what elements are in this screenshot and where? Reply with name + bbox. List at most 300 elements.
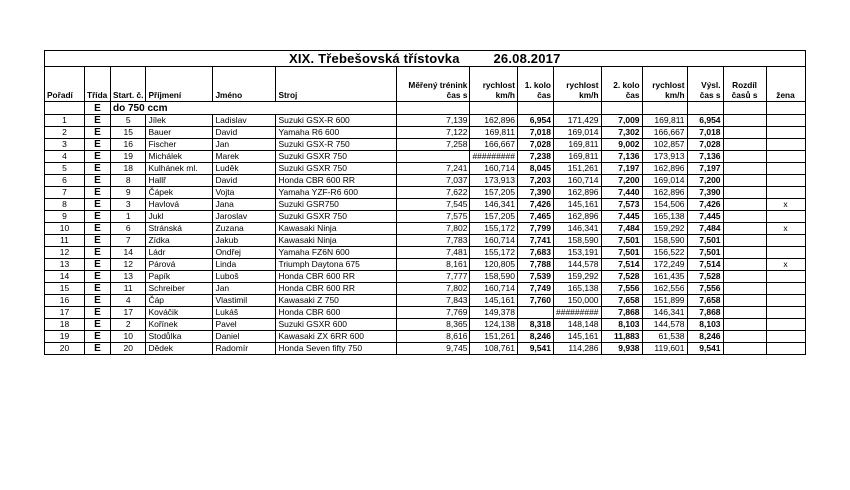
cell-poradi: 7: [45, 187, 85, 199]
cell-jmeno: Zuzana: [213, 223, 276, 235]
cell-rychlost-3: 144,578: [642, 319, 687, 331]
cell-prijmeni: Bauer: [146, 127, 213, 139]
cell-start: 14: [111, 247, 146, 259]
table-row: [45, 235, 806, 247]
cell-kolo-1: 8,246: [517, 331, 553, 343]
cell-stroj: Kawasaki Z 750: [276, 295, 397, 307]
cell-vysledny-cas: 7,028: [687, 139, 723, 151]
cell-jmeno: Jan: [213, 283, 276, 295]
cell-rychlost-3: 162,556: [642, 283, 687, 295]
cell-start: 9: [111, 187, 146, 199]
group-cell: [642, 102, 687, 115]
cell-rozdil: [723, 271, 766, 283]
cell-rychlost-3: 159,292: [642, 223, 687, 235]
cell-poradi: 12: [45, 247, 85, 259]
cell-trenink: 7,622: [397, 187, 470, 199]
cell-jmeno: Daniel: [213, 331, 276, 343]
cell-kolo-2: 9,002: [601, 139, 642, 151]
cell-rychlost-2: 159,292: [553, 271, 601, 283]
cell-zena: [766, 175, 805, 187]
cell-rychlost-3: 146,341: [642, 307, 687, 319]
event-title: XIX. Třebešovská třístovka: [288, 51, 460, 66]
cell-prijmeni: Kováčik: [146, 307, 213, 319]
cell-stroj: Honda Seven fifty 750: [276, 343, 397, 355]
cell-prijmeni: Stodůlka: [146, 331, 213, 343]
cell-rychlost-3: 151,899: [642, 295, 687, 307]
cell-trenink: 9,745: [397, 343, 470, 355]
cell-vysledny-cas: 7,197: [687, 163, 723, 175]
cell-kolo-1: 7,426: [517, 199, 553, 211]
cell-kolo-2: 7,501: [601, 247, 642, 259]
cell-trida: E: [85, 127, 111, 139]
cell-poradi: 2: [45, 127, 85, 139]
group-empty: [45, 102, 85, 115]
cell-kolo-2: 9,938: [601, 343, 642, 355]
cell-rychlost-2: 169,811: [553, 139, 601, 151]
cell-kolo-2: 7,514: [601, 259, 642, 271]
cell-trida: E: [85, 307, 111, 319]
cell-zena: x: [766, 259, 805, 271]
cell-jmeno: Radomír: [213, 343, 276, 355]
cell-zena: [766, 211, 805, 223]
cell-trida: E: [85, 319, 111, 331]
cell-rozdil: [723, 175, 766, 187]
cell-rychlost-2: 145,161: [553, 199, 601, 211]
cell-kolo-1: 7,018: [517, 127, 553, 139]
cell-kolo-2: 7,445: [601, 211, 642, 223]
cell-prijmeni: Fischer: [146, 139, 213, 151]
cell-start: 15: [111, 127, 146, 139]
cell-rychlost-1: 108,761: [470, 343, 518, 355]
cell-rychlost-2: 162,896: [553, 211, 601, 223]
table-row: [45, 307, 806, 319]
cell-trida: E: [85, 259, 111, 271]
cell-rychlost-3: 169,811: [642, 115, 687, 127]
header-prijmeni: Příjmení: [146, 67, 213, 102]
cell-vysledny-cas: 7,426: [687, 199, 723, 211]
group-cell: [766, 102, 805, 115]
cell-rozdil: [723, 187, 766, 199]
cell-rozdil: [723, 295, 766, 307]
cell-stroj: Yamaha FZ6N 600: [276, 247, 397, 259]
header-kolo-1: 1. kolo čas: [517, 67, 553, 102]
cell-rychlost-2: 165,138: [553, 283, 601, 295]
cell-trida: E: [85, 283, 111, 295]
cell-zena: [766, 319, 805, 331]
cell-rozdil: [723, 223, 766, 235]
cell-rychlost-1: 124,138: [470, 319, 518, 331]
cell-rychlost-1: 169,811: [470, 127, 518, 139]
cell-start: 12: [111, 259, 146, 271]
cell-rychlost-1: 120,805: [470, 259, 518, 271]
cell-trenink: 7,769: [397, 307, 470, 319]
cell-vysledny-cas: 7,501: [687, 247, 723, 259]
cell-rychlost-2: 153,191: [553, 247, 601, 259]
cell-trenink: 7,139: [397, 115, 470, 127]
cell-trida: E: [85, 223, 111, 235]
cell-prijmeni: Kulhánek ml.: [146, 163, 213, 175]
cell-rychlost-1: 146,341: [470, 199, 518, 211]
cell-rychlost-2: 145,161: [553, 331, 601, 343]
cell-rychlost-3: 156,522: [642, 247, 687, 259]
cell-start: 10: [111, 331, 146, 343]
event-date: 26.08.2017: [493, 51, 561, 66]
cell-kolo-2: 7,528: [601, 271, 642, 283]
cell-poradi: 6: [45, 175, 85, 187]
cell-vysledny-cas: 7,528: [687, 271, 723, 283]
cell-zena: [766, 271, 805, 283]
cell-stroj: Kawasaki ZX 6RR 600: [276, 331, 397, 343]
cell-poradi: 13: [45, 259, 85, 271]
cell-rozdil: [723, 151, 766, 163]
cell-prijmeni: Havlová: [146, 199, 213, 211]
cell-rozdil: [723, 235, 766, 247]
cell-trenink: 7,481: [397, 247, 470, 259]
cell-kolo-1: 7,028: [517, 139, 553, 151]
cell-trenink: 7,802: [397, 223, 470, 235]
cell-rozdil: [723, 163, 766, 175]
cell-jmeno: Luboš: [213, 271, 276, 283]
cell-stroj: Honda CBR 600 RR: [276, 271, 397, 283]
cell-trida: E: [85, 247, 111, 259]
cell-rozdil: [723, 115, 766, 127]
group-cell: [397, 102, 470, 115]
cell-jmeno: David: [213, 127, 276, 139]
cell-prijmeni: Párová: [146, 259, 213, 271]
cell-kolo-1: 7,741: [517, 235, 553, 247]
cell-prijmeni: Čáp: [146, 295, 213, 307]
cell-zena: [766, 283, 805, 295]
cell-rychlost-1: 173,913: [470, 175, 518, 187]
cell-vysledny-cas: 7,018: [687, 127, 723, 139]
cell-trenink: 7,575: [397, 211, 470, 223]
cell-trenink: 7,783: [397, 235, 470, 247]
cell-start: 16: [111, 139, 146, 151]
cell-start: 2: [111, 319, 146, 331]
cell-trida: E: [85, 295, 111, 307]
cell-kolo-2: 7,009: [601, 115, 642, 127]
cell-trida: E: [85, 271, 111, 283]
header-zena: žena: [766, 67, 805, 102]
cell-prijmeni: Ládr: [146, 247, 213, 259]
group-cell: [687, 102, 723, 115]
cell-jmeno: Jakub: [213, 235, 276, 247]
cell-poradi: 9: [45, 211, 85, 223]
cell-kolo-2: 7,440: [601, 187, 642, 199]
cell-trenink: 7,258: [397, 139, 470, 151]
cell-trida: E: [85, 211, 111, 223]
cell-trida: E: [85, 235, 111, 247]
table-row: [45, 295, 806, 307]
cell-start: 3: [111, 199, 146, 211]
cell-kolo-1: 7,799: [517, 223, 553, 235]
table-row: [45, 331, 806, 343]
cell-start: 7: [111, 235, 146, 247]
cell-stroj: Kawasaki Ninja: [276, 223, 397, 235]
header-trenink: Měřený trénink čas s: [397, 67, 470, 102]
cell-trenink: [397, 151, 470, 163]
cell-jmeno: Pavel: [213, 319, 276, 331]
cell-kolo-1: [517, 307, 553, 319]
cell-start: 5: [111, 115, 146, 127]
cell-vysledny-cas: 7,390: [687, 187, 723, 199]
cell-rozdil: [723, 283, 766, 295]
cell-prijmeni: Michálek: [146, 151, 213, 163]
cell-rychlost-3: 102,857: [642, 139, 687, 151]
cell-start: 17: [111, 307, 146, 319]
group-cell: [723, 102, 766, 115]
group-name: do 750 ccm: [111, 102, 397, 115]
cell-kolo-1: 7,749: [517, 283, 553, 295]
cell-start: 8: [111, 175, 146, 187]
cell-rychlost-3: 61,538: [642, 331, 687, 343]
cell-kolo-1: 7,760: [517, 295, 553, 307]
cell-poradi: 15: [45, 283, 85, 295]
cell-rychlost-2: 114,286: [553, 343, 601, 355]
cell-jmeno: Jaroslav: [213, 211, 276, 223]
cell-rychlost-1: 158,590: [470, 271, 518, 283]
cell-stroj: Honda CBR 600: [276, 307, 397, 319]
cell-start: 19: [111, 151, 146, 163]
cell-rychlost-3: 162,896: [642, 163, 687, 175]
cell-rozdil: [723, 139, 766, 151]
header-rychlost-1: rychlost km/h: [470, 67, 518, 102]
cell-zena: x: [766, 223, 805, 235]
cell-poradi: 20: [45, 343, 85, 355]
cell-rychlost-3: 173,913: [642, 151, 687, 163]
cell-stroj: Kawasaki Ninja: [276, 235, 397, 247]
cell-kolo-2: 7,302: [601, 127, 642, 139]
cell-kolo-2: 8,103: [601, 319, 642, 331]
cell-jmeno: Linda: [213, 259, 276, 271]
cell-trenink: 7,777: [397, 271, 470, 283]
cell-vysledny-cas: 8,246: [687, 331, 723, 343]
table-row: [45, 319, 806, 331]
cell-prijmeni: Stránská: [146, 223, 213, 235]
cell-stroj: Suzuki GSX-R 600: [276, 115, 397, 127]
cell-rychlost-1: 151,261: [470, 331, 518, 343]
cell-trida: E: [85, 139, 111, 151]
cell-rychlost-3: 165,138: [642, 211, 687, 223]
cell-zena: [766, 163, 805, 175]
cell-jmeno: Marek: [213, 151, 276, 163]
table-row: [45, 247, 806, 259]
header-jmeno: Jméno: [213, 67, 276, 102]
cell-trenink: 8,616: [397, 331, 470, 343]
header-row: [45, 67, 806, 102]
header-start: Start. č.: [111, 67, 146, 102]
cell-trida: E: [85, 163, 111, 175]
table-row: [45, 271, 806, 283]
cell-kolo-1: 8,318: [517, 319, 553, 331]
cell-prijmeni: Papík: [146, 271, 213, 283]
cell-kolo-2: 7,484: [601, 223, 642, 235]
cell-trenink: 7,802: [397, 283, 470, 295]
cell-stroj: Suzuki GSXR 600: [276, 319, 397, 331]
cell-zena: [766, 139, 805, 151]
cell-rychlost-1: 155,172: [470, 223, 518, 235]
cell-rozdil: [723, 211, 766, 223]
cell-vysledny-cas: 7,868: [687, 307, 723, 319]
table-row: [45, 163, 806, 175]
cell-prijmeni: Jílek: [146, 115, 213, 127]
cell-trida: E: [85, 199, 111, 211]
cell-poradi: 4: [45, 151, 85, 163]
group-cell: [470, 102, 518, 115]
cell-rozdil: [723, 319, 766, 331]
cell-jmeno: Ladislav: [213, 115, 276, 127]
cell-trenink: 8,365: [397, 319, 470, 331]
cell-trenink: 7,241: [397, 163, 470, 175]
cell-kolo-1: 7,390: [517, 187, 553, 199]
cell-rozdil: [723, 247, 766, 259]
cell-rychlost-1: 157,205: [470, 211, 518, 223]
cell-rozdil: [723, 331, 766, 343]
cell-trida: E: [85, 175, 111, 187]
cell-vysledny-cas: 7,484: [687, 223, 723, 235]
cell-trenink: 7,545: [397, 199, 470, 211]
cell-zena: [766, 247, 805, 259]
cell-rychlost-2: 160,714: [553, 175, 601, 187]
cell-vysledny-cas: 7,136: [687, 151, 723, 163]
header-trida: Třída: [85, 67, 111, 102]
table-row: [45, 343, 806, 355]
cell-rychlost-1: 160,714: [470, 235, 518, 247]
cell-poradi: 1: [45, 115, 85, 127]
cell-rychlost-3: 162,896: [642, 187, 687, 199]
cell-rychlost-3: 119,601: [642, 343, 687, 355]
cell-rozdil: [723, 199, 766, 211]
cell-prijmeni: Hallř: [146, 175, 213, 187]
cell-kolo-2: 7,136: [601, 151, 642, 163]
cell-rychlost-2: 151,261: [553, 163, 601, 175]
cell-rychlost-1: 157,205: [470, 187, 518, 199]
cell-rozdil: [723, 127, 766, 139]
table-row: [45, 199, 806, 211]
cell-zena: [766, 307, 805, 319]
cell-rychlost-2: 169,014: [553, 127, 601, 139]
cell-zena: [766, 151, 805, 163]
cell-jmeno: Luděk: [213, 163, 276, 175]
cell-start: 6: [111, 223, 146, 235]
cell-jmeno: Vlastimil: [213, 295, 276, 307]
cell-trenink: 7,843: [397, 295, 470, 307]
table-row: [45, 139, 806, 151]
cell-stroj: Honda CBR 600 RR: [276, 283, 397, 295]
cell-rozdil: [723, 307, 766, 319]
header-rozdil: Rozdíl časů s: [723, 67, 766, 102]
cell-stroj: Suzuki GSXR 750: [276, 151, 397, 163]
cell-kolo-2: 7,200: [601, 175, 642, 187]
cell-jmeno: David: [213, 175, 276, 187]
cell-kolo-2: 7,573: [601, 199, 642, 211]
cell-rychlost-1: 145,161: [470, 295, 518, 307]
cell-rychlost-1: #########: [470, 151, 518, 163]
cell-rychlost-2: 150,000: [553, 295, 601, 307]
table-row: [45, 187, 806, 199]
cell-prijmeni: Čápek: [146, 187, 213, 199]
cell-prijmeni: Kořínek: [146, 319, 213, 331]
cell-stroj: Honda CBR 600 RR: [276, 175, 397, 187]
cell-stroj: Triumph Daytona 675: [276, 259, 397, 271]
cell-start: 11: [111, 283, 146, 295]
cell-poradi: 18: [45, 319, 85, 331]
cell-rychlost-2: #########: [553, 307, 601, 319]
header-stroj: Stroj: [276, 67, 397, 102]
cell-trenink: 7,122: [397, 127, 470, 139]
cell-rychlost-2: 158,590: [553, 235, 601, 247]
cell-zena: [766, 343, 805, 355]
cell-zena: [766, 187, 805, 199]
header-kolo-2: 2. kolo čas: [601, 67, 642, 102]
cell-trenink: 7,037: [397, 175, 470, 187]
cell-rychlost-2: 169,811: [553, 151, 601, 163]
cell-prijmeni: Schreiber: [146, 283, 213, 295]
cell-rychlost-3: 161,435: [642, 271, 687, 283]
table-title: [45, 51, 806, 67]
group-cell: [601, 102, 642, 115]
results-table: [44, 50, 806, 355]
cell-zena: [766, 127, 805, 139]
cell-zena: [766, 295, 805, 307]
cell-kolo-2: 7,868: [601, 307, 642, 319]
cell-prijmeni: Zídka: [146, 235, 213, 247]
cell-rychlost-2: 162,896: [553, 187, 601, 199]
cell-kolo-2: 7,556: [601, 283, 642, 295]
table-row: [45, 127, 806, 139]
cell-poradi: 5: [45, 163, 85, 175]
cell-rozdil: [723, 343, 766, 355]
cell-poradi: 16: [45, 295, 85, 307]
table-row: [45, 115, 806, 127]
cell-vysledny-cas: 9,541: [687, 343, 723, 355]
cell-poradi: 14: [45, 271, 85, 283]
cell-poradi: 3: [45, 139, 85, 151]
cell-jmeno: Jana: [213, 199, 276, 211]
cell-rozdil: [723, 259, 766, 271]
cell-kolo-2: 7,658: [601, 295, 642, 307]
group-row: [45, 102, 806, 115]
cell-kolo-2: 7,501: [601, 235, 642, 247]
cell-rychlost-3: 158,590: [642, 235, 687, 247]
header-rychlost-3: rychlost km/h: [642, 67, 687, 102]
cell-rychlost-1: 162,896: [470, 115, 518, 127]
cell-kolo-1: 6,954: [517, 115, 553, 127]
cell-rychlost-2: 148,148: [553, 319, 601, 331]
cell-trida: E: [85, 115, 111, 127]
cell-poradi: 8: [45, 199, 85, 211]
cell-vysledny-cas: 7,556: [687, 283, 723, 295]
cell-kolo-1: 7,539: [517, 271, 553, 283]
cell-zena: [766, 115, 805, 127]
cell-rychlost-1: 166,667: [470, 139, 518, 151]
cell-jmeno: Jan: [213, 139, 276, 151]
cell-trenink: 8,161: [397, 259, 470, 271]
cell-rychlost-2: 171,429: [553, 115, 601, 127]
cell-kolo-1: 7,683: [517, 247, 553, 259]
header-rychlost-2: rychlost km/h: [553, 67, 601, 102]
group-cell: [553, 102, 601, 115]
cell-rychlost-1: 160,714: [470, 283, 518, 295]
cell-stroj: Suzuki GSR750: [276, 199, 397, 211]
cell-vysledny-cas: 7,445: [687, 211, 723, 223]
cell-stroj: Yamaha YZF-R6 600: [276, 187, 397, 199]
cell-kolo-1: 9,541: [517, 343, 553, 355]
cell-zena: [766, 331, 805, 343]
cell-trida: E: [85, 151, 111, 163]
cell-stroj: Suzuki GSX-R 750: [276, 139, 397, 151]
cell-poradi: 19: [45, 331, 85, 343]
